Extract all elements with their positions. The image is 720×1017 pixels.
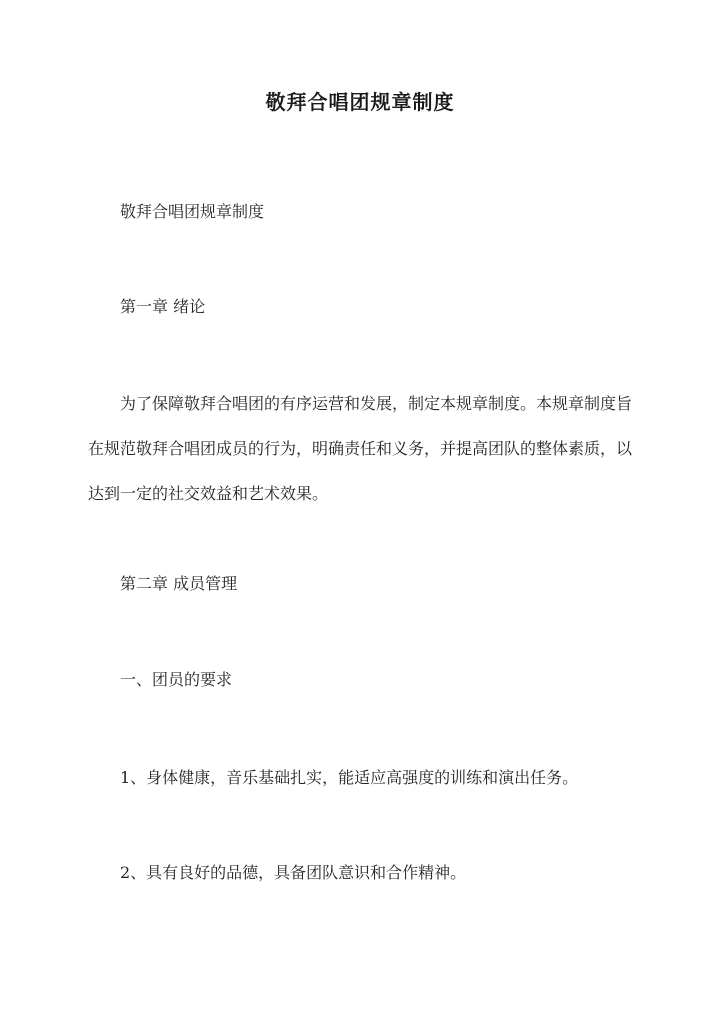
chapter-1-paragraph: 为了保障敬拜合唱团的有序运营和发展，制定本规章制度。本规章制度旨在规范敬拜合唱团成员的行为，明确责任和义务，并提高团队的整体素质，以达到一定的社交效益和艺术效果。 xyxy=(88,394,633,503)
chapter-2-heading: 第二章 成员管理 xyxy=(120,574,238,593)
document-subtitle: 敬拜合唱团规章制度 xyxy=(120,202,265,221)
list-item: 1、身体健康，音乐基础扎实，能适应高强度的训练和演出任务。 xyxy=(120,768,579,787)
list-item: 2、具有良好的品德，具备团队意识和合作精神。 xyxy=(120,863,467,882)
section-1-heading: 一、团员的要求 xyxy=(120,670,233,689)
chapter-1-heading: 第一章 绪论 xyxy=(120,297,206,316)
document-title: 敬拜合唱团规章制度 xyxy=(265,90,455,114)
